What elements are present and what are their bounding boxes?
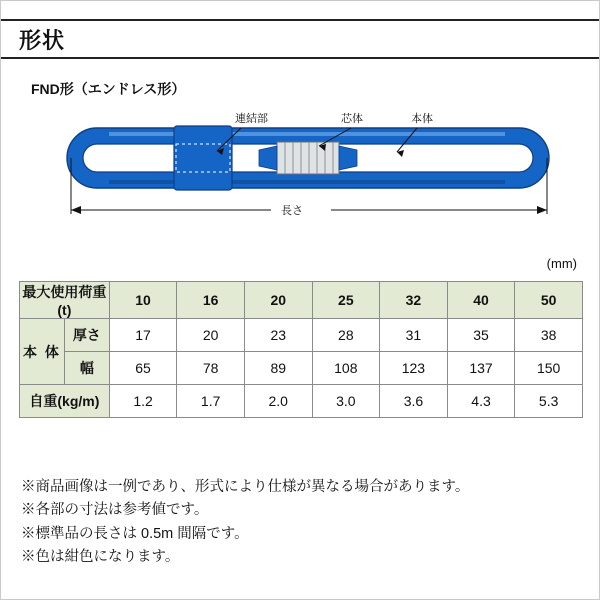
table-row-width (20, 352, 583, 385)
cell-width-25: 108 (312, 352, 380, 385)
note-item-1: ※商品画像は一例であり、形式により仕様が異なる場合があります。 (21, 479, 470, 495)
cell-thickness-32: 31 (380, 319, 448, 352)
header-capacity-label: 最大使用荷重(t) (20, 282, 110, 319)
label-joint: 連結部 (235, 113, 268, 125)
header-capacity-25: 25 (312, 282, 380, 319)
cell-thickness-20: 23 (244, 319, 312, 352)
cell-width-10: 65 (109, 352, 177, 385)
unit-label: (mm) (546, 256, 577, 271)
cell-thickness-25: 28 (312, 319, 380, 352)
cell-weight-25: 3.0 (312, 385, 380, 418)
row-label-weight: 自重(kg/m) (20, 385, 110, 418)
cell-width-16: 78 (177, 352, 245, 385)
header-capacity-10: 10 (109, 282, 177, 319)
cell-weight-50: 5.3 (515, 385, 583, 418)
cell-width-20: 89 (244, 352, 312, 385)
cell-thickness-40: 35 (447, 319, 515, 352)
cell-width-32: 123 (380, 352, 448, 385)
joint-sleeve-shape (174, 126, 232, 190)
cell-weight-20: 2.0 (244, 385, 312, 418)
figure-caption: FND形（エンドレス形） (31, 81, 186, 97)
cell-thickness-10: 17 (109, 319, 177, 352)
cell-width-50: 150 (515, 352, 583, 385)
note-item-2: ※各部の寸法は参考値です。 (21, 502, 209, 519)
cell-weight-16: 1.7 (177, 385, 245, 418)
table-row-weight (20, 385, 583, 418)
note-item-4: ※色は紺色になります。 (21, 549, 180, 566)
header-capacity-40: 40 (447, 282, 515, 319)
cell-weight-40: 4.3 (447, 385, 515, 418)
label-length: 長さ (281, 205, 303, 217)
product-figure (19, 106, 583, 236)
spec-table (19, 281, 583, 418)
header-capacity-32: 32 (380, 282, 448, 319)
cell-thickness-50: 38 (515, 319, 583, 352)
notes-list (21, 476, 581, 570)
cell-thickness-16: 20 (177, 319, 245, 352)
note-item-3: ※標準品の長さは 0.5m 間隔です。 (21, 525, 249, 542)
cell-weight-32: 3.6 (380, 385, 448, 418)
page-header (1, 19, 599, 59)
cell-width-40: 137 (447, 352, 515, 385)
row-label-thickness: 厚さ (64, 319, 109, 352)
label-core: 芯体 (341, 113, 363, 125)
page-title: 形状 (19, 27, 66, 53)
core-sleeve-shape (259, 142, 357, 174)
table-row-thickness (20, 319, 583, 352)
row-group-body: 本 体 (20, 319, 65, 385)
header-capacity-20: 20 (244, 282, 312, 319)
header-capacity-16: 16 (177, 282, 245, 319)
row-label-width: 幅 (64, 352, 109, 385)
label-body: 本体 (411, 113, 433, 125)
table-row-header (20, 282, 583, 319)
header-capacity-50: 50 (515, 282, 583, 319)
cell-weight-10: 1.2 (109, 385, 177, 418)
